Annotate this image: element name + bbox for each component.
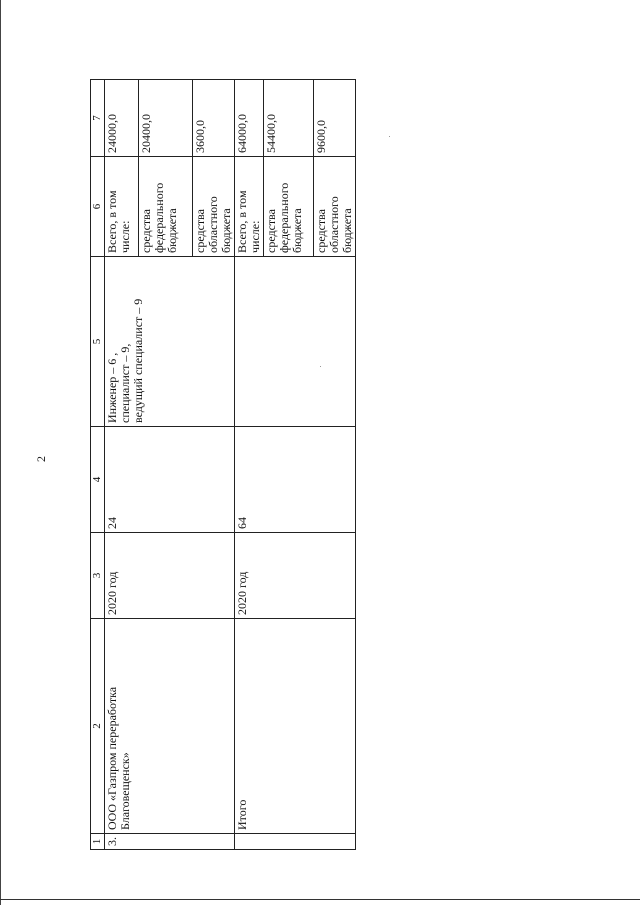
- column-header: 4: [91, 427, 105, 533]
- position-line: специалист – 9,: [118, 343, 132, 423]
- scan-speck: [389, 136, 390, 137]
- column-header: 6: [91, 157, 105, 257]
- count-cell: 64: [235, 427, 356, 533]
- funding-label: Всего, в том числе:: [105, 157, 139, 257]
- position-line: Инженер – 6 ,: [105, 352, 119, 423]
- table-row: [105, 80, 139, 850]
- scan-edge: [0, 0, 1, 905]
- funding-label: Всего, в том числе:: [235, 157, 264, 257]
- organization-cell: ООО «Газпром переработка Благовещенск»: [105, 619, 235, 834]
- table-header-row: [91, 80, 105, 850]
- funding-label: средства федерального бюджета: [264, 157, 314, 257]
- scan-edge-bottom: [0, 899, 640, 900]
- data-table: [90, 79, 356, 850]
- row-number: [235, 834, 356, 850]
- count-cell: 24: [105, 427, 235, 533]
- funding-label: средства федерального бюджета: [139, 157, 193, 257]
- positions-cell: [105, 257, 235, 427]
- table-row-total: [235, 80, 264, 850]
- funding-value: 20400,0: [139, 80, 193, 157]
- page-number: 2: [34, 456, 48, 462]
- column-header: 5: [91, 257, 105, 427]
- column-header: 3: [91, 533, 105, 619]
- funding-value: 54400,0: [264, 80, 314, 157]
- year-cell: 2020 год: [235, 533, 356, 619]
- position-line: ведущий специалист – 9: [131, 298, 145, 423]
- total-label: Итого: [235, 619, 356, 834]
- funding-value: 9600,0: [314, 80, 356, 157]
- column-header: 2: [91, 619, 105, 834]
- funding-value: 3600,0: [193, 80, 235, 157]
- funding-value: 64000,0: [235, 80, 264, 157]
- row-number: 3.: [105, 834, 235, 850]
- funding-value: 24000,0: [105, 80, 139, 157]
- year-cell: 2020 год: [105, 533, 235, 619]
- positions-cell: [235, 257, 356, 427]
- funding-label: средства областного бюджета: [193, 157, 235, 257]
- funding-label: средства областного бюджета: [314, 157, 356, 257]
- data-table-rotated: [90, 80, 354, 850]
- column-header: 7: [91, 80, 105, 157]
- column-header: 1: [91, 834, 105, 850]
